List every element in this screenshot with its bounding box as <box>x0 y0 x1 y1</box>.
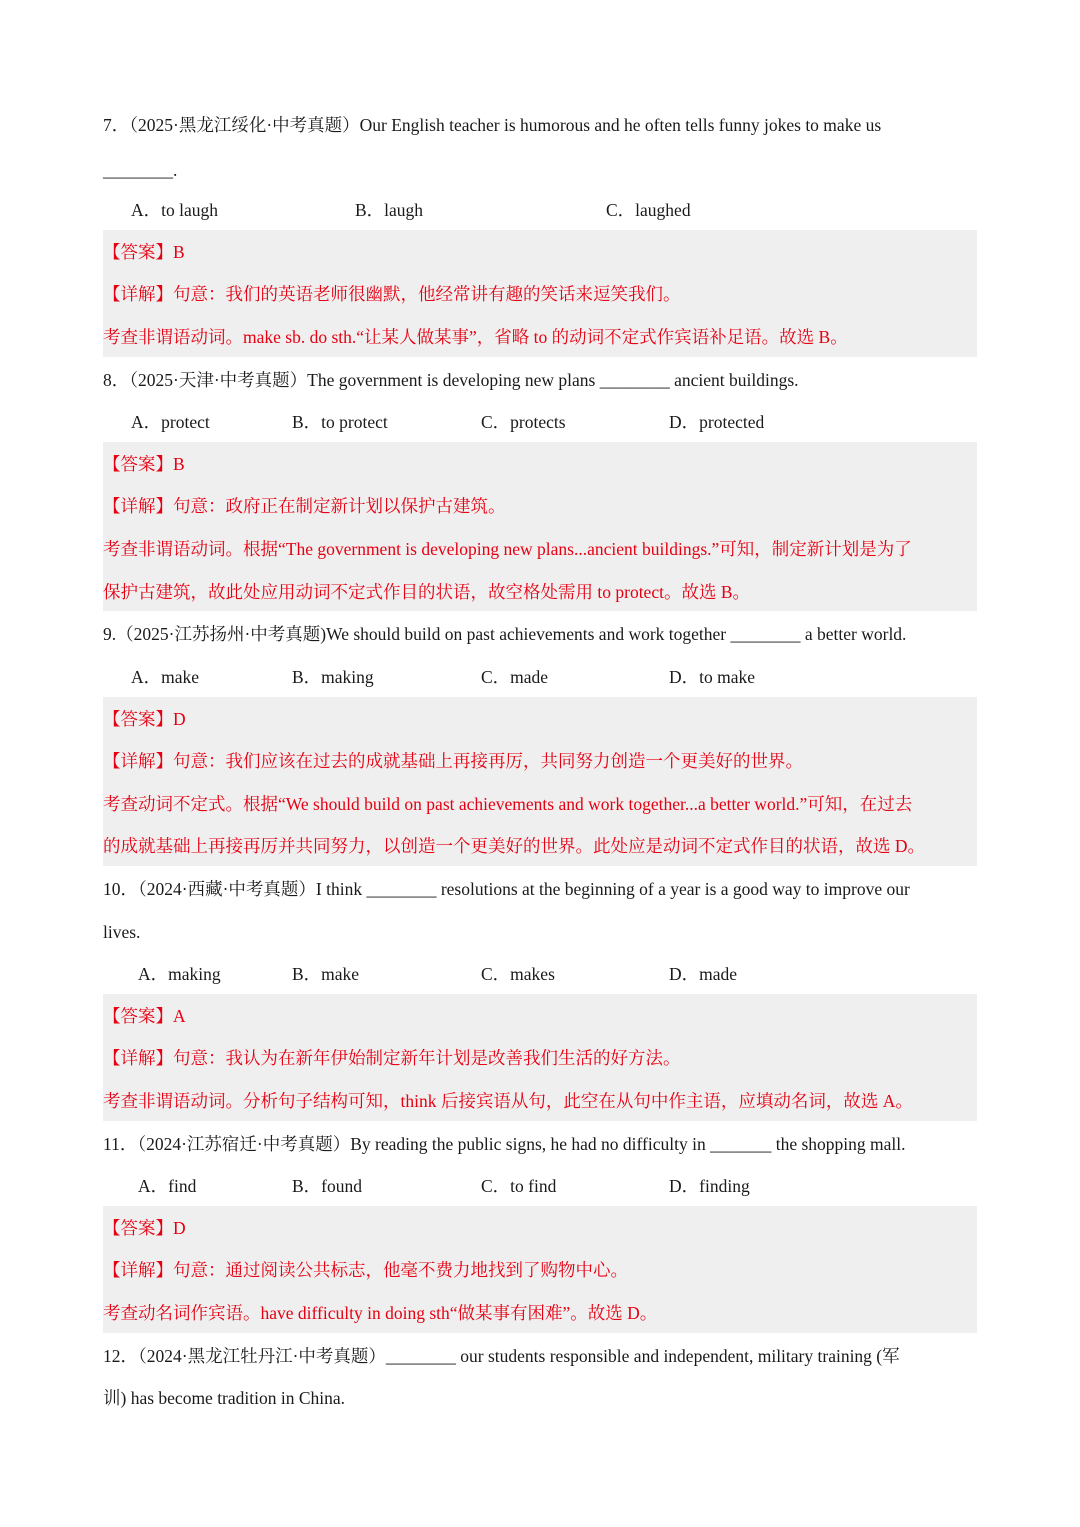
option-b: B．found <box>292 1176 362 1196</box>
detail-text: 【详解】句意：我认为在新年伊始制定新年计划是改善我们生活的好方法。 <box>103 1048 681 1068</box>
detail-text: 【详解】句意：政府正在制定新计划以保护古建筑。 <box>103 496 506 516</box>
option-b: B．making <box>292 667 374 687</box>
option-a: A．find <box>138 1176 197 1196</box>
detail-text: 【详解】句意：我们应该在过去的成就基础上再接再厉，共同努力创造一个更美好的世界。 <box>103 751 803 771</box>
analysis-text: 考查非谓语动词。make sb. do sth.“让某人做某事”，省略 to 的动词不定式作宾语补足语。故选 B。 <box>103 327 848 347</box>
option-b: B．to protect <box>292 412 388 432</box>
analysis-text: 考查非谓语动词。分析句子结构可知，think 后接宾语从句，此空在从句中作主语，应填动名词，故选 A。 <box>103 1091 913 1111</box>
question-stem: 8．（2025·天津·中考真题）The government is developing new plans ________ ancient buildings. <box>103 370 799 390</box>
option-a: A．protect <box>131 412 210 432</box>
option-d: D．protected <box>669 412 765 432</box>
option-c: C．to find <box>481 1176 557 1196</box>
answer-label: 【答案】D <box>103 1218 186 1238</box>
answer-label: 【答案】A <box>103 1006 186 1026</box>
option-b: B．laugh <box>355 200 424 220</box>
question-stem-continued: 训) has become tradition in China. <box>103 1388 346 1408</box>
answer-label: 【答案】D <box>103 709 186 729</box>
detail-text: 【详解】句意：通过阅读公共标志，他毫不费力地找到了购物中心。 <box>103 1260 628 1280</box>
option-c: C．protects <box>481 412 566 432</box>
option-c: C．laughed <box>606 200 691 220</box>
analysis-text-continued: 保护古建筑，故此处应用动词不定式作目的状语，故空格处需用 to protect。故选 B。 <box>103 582 750 602</box>
option-a: A．make <box>131 667 200 687</box>
analysis-text: 考查动名词作宾语。have difficulty in doing sth“做某事有困难”。故选 D。 <box>103 1303 658 1323</box>
answer-label: 【答案】B <box>103 454 185 474</box>
detail-text: 【详解】句意：我们的英语老师很幽默，他经常讲有趣的笑话来逗笑我们。 <box>103 284 681 304</box>
question-stem: 10．（2024·西藏·中考真题）I think ________ resolutions at the beginning of a year is a good way to improve our <box>103 879 910 899</box>
option-d: D．to make <box>669 667 756 687</box>
answer-label: 【答案】B <box>103 242 185 262</box>
option-b: B．make <box>292 964 360 984</box>
question-stem: 7．（2025·黑龙江绥化·中考真题）Our English teacher is humorous and he often tells funny jokes to make us <box>103 115 882 135</box>
question-stem-continued: ________. <box>103 160 178 180</box>
analysis-text: 考查非谓语动词。根据“The government is developing new plans...ancient buildings.”可知，制定新计划是为了 <box>103 539 912 559</box>
option-d: D．made <box>669 964 738 984</box>
analysis-text-continued: 的成就基础上再接再厉并共同努力，以创造一个更美好的世界。此处应是动词不定式作目的状语，故选 D。 <box>103 836 926 856</box>
option-a: A．making <box>138 964 221 984</box>
question-stem: 9.（2025·江苏扬州·中考真题)We should build on past achievements and work together ________ a better world. <box>103 624 907 644</box>
analysis-text: 考查动词不定式。根据“We should build on past achievements and work together...a better world.”可知，在过去 <box>103 794 913 814</box>
option-d: D．finding <box>669 1176 750 1196</box>
question-stem: 12．（2024·黑龙江牡丹江·中考真题）________ our students responsible and independent, military training (军 <box>103 1346 900 1366</box>
option-c: C．makes <box>481 964 555 984</box>
option-c: C．made <box>481 667 549 687</box>
option-a: A．to laugh <box>131 200 219 220</box>
question-stem-continued: lives. <box>103 922 141 942</box>
question-stem: 11．（2024·江苏宿迁·中考真题）By reading the public signs, he had no difficulty in _______ the shopping mall. <box>103 1134 906 1154</box>
